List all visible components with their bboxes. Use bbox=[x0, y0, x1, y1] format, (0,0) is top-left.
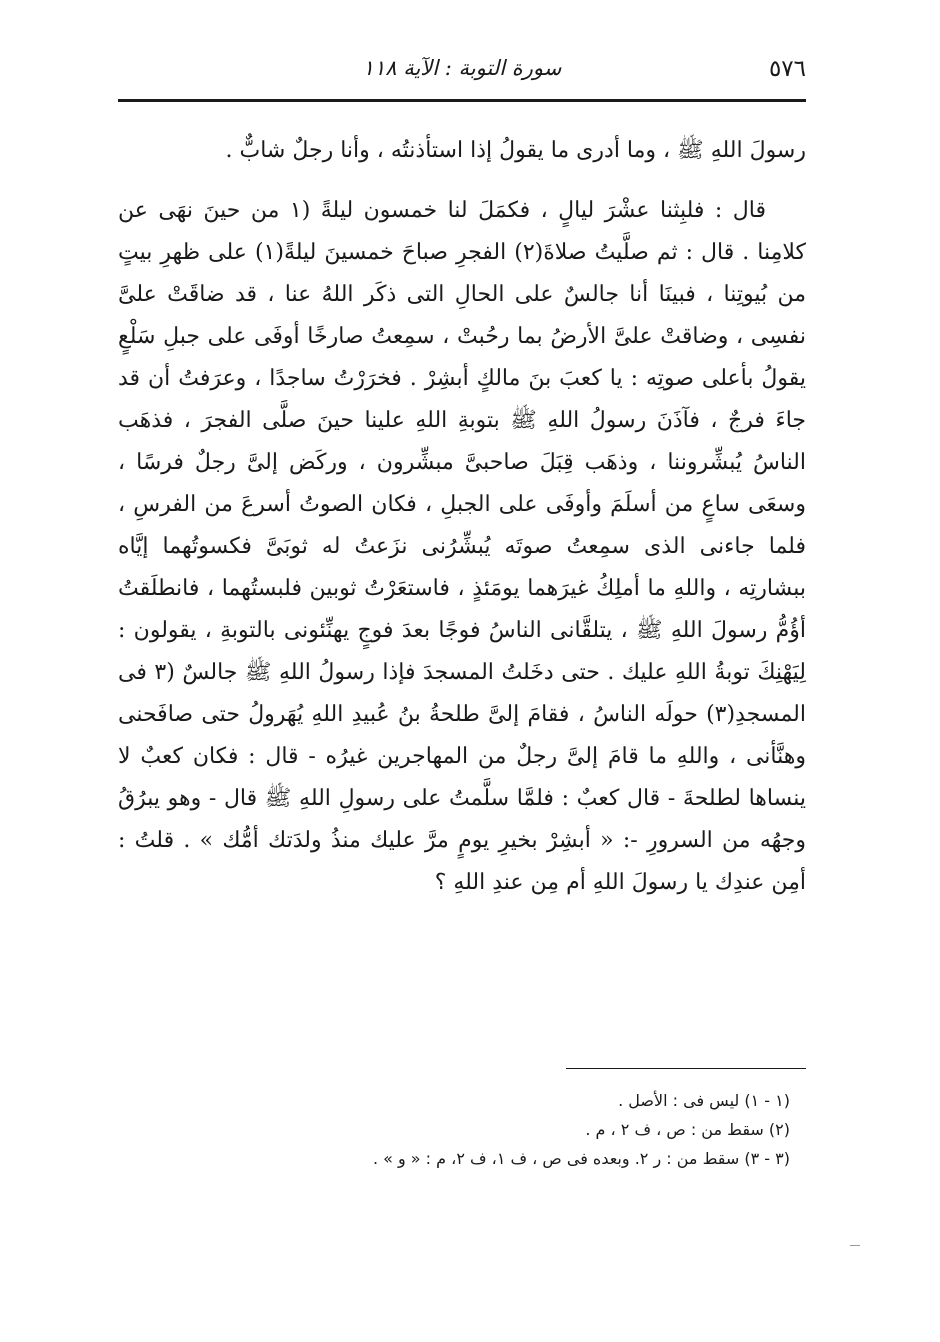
paragraph-1: رسولَ اللهِ ﷺ ، وما أدرى ما يقولُ إذا استأذنتُه ، وأنا رجلٌ شابٌّ . bbox=[225, 138, 806, 163]
scan-mark bbox=[850, 1245, 860, 1246]
footnote-3: (٣ - ٣) سقط من : ر ٢. وبعده فى ص ، ف ١، ف ٢، م : « و » . bbox=[372, 1149, 790, 1168]
footnotes bbox=[118, 1086, 790, 1173]
header-divider bbox=[118, 99, 806, 102]
footnote-1: (١ - ١) ليس فى : الأصل . bbox=[618, 1091, 790, 1110]
page-header bbox=[118, 50, 806, 94]
page-number: ٥٧٦ bbox=[768, 56, 806, 82]
footnote-divider bbox=[566, 1068, 806, 1069]
running-title: سورة التوبة : الآية ١١٨ bbox=[362, 56, 562, 80]
paragraph-2: قال : فلبِثنا عشْرَ ليالٍ ، فكمَلَ لنا خمسون ليلةً (١ من حينَ نهَى عن كلامِنا . قال : ثم صلَّيتُ صلاةَ(٢) الفجرِ صباحَ خمسينَ ليلةً(١) على ظهرِ بيتٍ من بُيوتِنا ، فبينَا أنا جالسٌ على الحالِ التى ذكَر اللهُ عنا ، قد ضاقَتْ علىَّ نفسِى ، وضاقتْ علىَّ الأرضُ بما رحُبتْ ، سمِعتُ صارخًا أوفَى على جبلِ سَلْعٍ يقولُ بأعلى صوتِه : يا كعبَ بنَ مالكٍ أبشِرْ . فخرَرْتُ ساجدًا ، وعرَفتُ أن قد جاءَ فرجٌ ، فآذَنَ رسولُ اللهِ ﷺ بتوبةِ اللهِ علينا حينَ صلَّى الفجرَ ، فذهَب الناسُ يُبشِّروننا ، وذهَب قِبَلَ صاحبىَّ مبشِّرون ، وركَض إلىَّ رجلٌ فرسًا ، وسعَى ساعٍ من أسلَمَ وأوفَى على الجبلِ ، فكان الصوتُ أسرعَ من الفرسِ ، فلما جاءنى الذى سمِعتُ صوتَه يُبشِّرُنى نزَعتُ له ثوبَىَّ فكسوتُهما إيَّاه ببشارتِه ، واللهِ ما أملِكُ غيرَهما يومَئذٍ ، فاستعَرْتُ ثوبين فلبستُهما ، فانطلَقتُ أؤُمُّ رسولَ اللهِ ﷺ ، يتلقَّانى الناسُ فوجًا بعدَ فوجٍ يهنِّئونى بالتوبةِ ، يقولون : لِيَهْنِكَ توبةُ اللهِ عليك . حتى دخَلتُ المسجدَ فإذا رسولُ اللهِ ﷺ جالسٌ (٣ فى المسجدِ(٣) حولَه الناسُ ، فقامَ إلىَّ طلحةُ بنُ عُبيدِ اللهِ يُهَرولُ حتى صافَحنى وهنَّأنى ، واللهِ ما قامَ إلىَّ رجلٌ من المهاجرين غيرُه - قال : فكان كعبٌ لا ينساها لطلحةَ - قال كعبٌ : فلمَّا سلَّمتُ على رسولِ اللهِ ﷺ قال - وهو يبرُقُ وجهُه من السرورِ -: « أبشِرْ بخيرِ يومٍ مرَّ عليك منذُ ولدَتك أمُّك » . قلتُ : أمِن عندِك يا رسولَ اللهِ أم مِن عندِ اللهِ ؟ bbox=[118, 198, 806, 895]
footnote-2: (٢) سقط من : ص ، ف ٢ ، م . bbox=[585, 1120, 790, 1139]
main-text bbox=[118, 130, 806, 904]
